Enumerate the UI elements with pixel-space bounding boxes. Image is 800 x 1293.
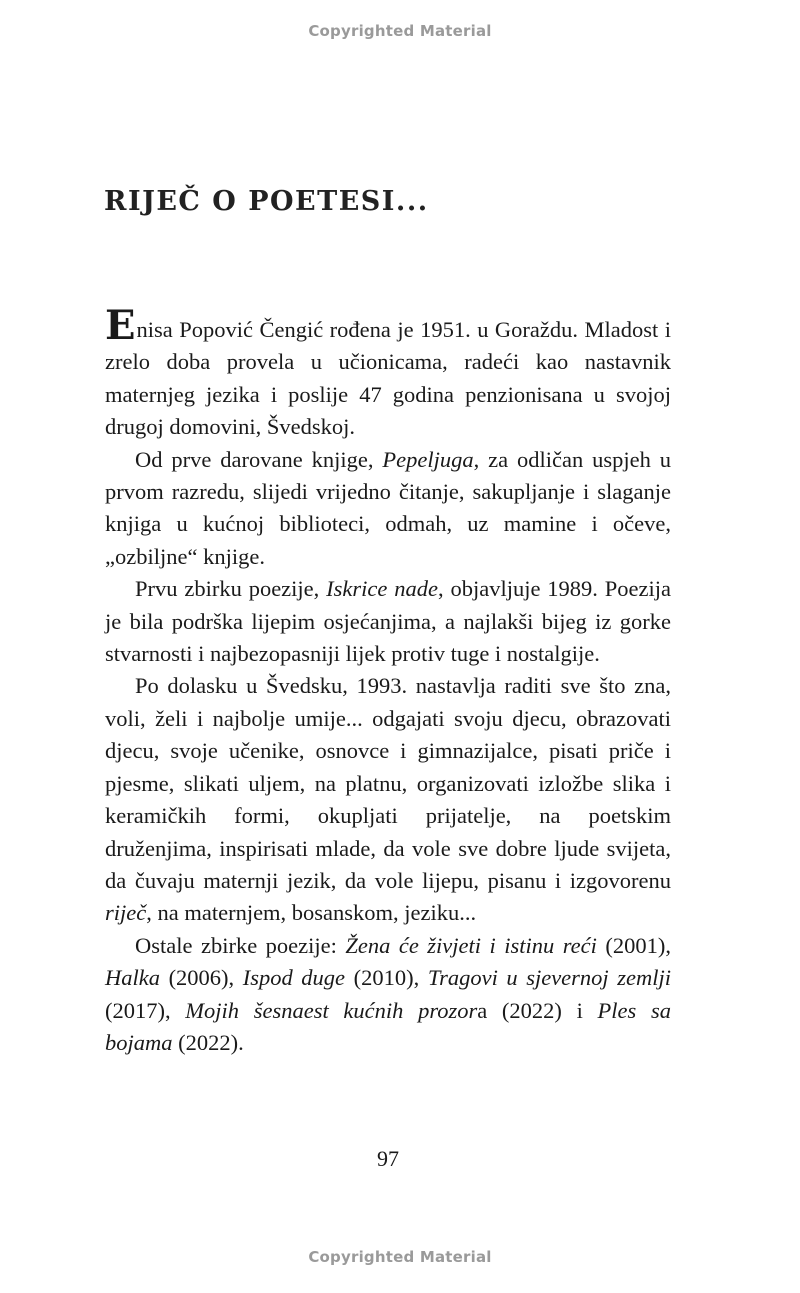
paragraph-3 (105, 573, 671, 670)
paragraph-4-text-b: , na maternjem, bosanskom, jeziku... (146, 900, 477, 926)
book-title-iskrice-nade: Iskrice nade (326, 576, 438, 602)
body-text (105, 302, 671, 1059)
copyright-watermark-bottom: Copyrighted Material (308, 1248, 492, 1266)
paragraph-3-text-b: , objavljuje 1989. Poezija je bila podrška lijepim osjećanjima, a najlakši bijeg iz gorke stvarnosti i najbezopasniji lijek protiv tuge i nostalgije. (105, 576, 671, 667)
book-title-6: Ples sa bojama (105, 997, 671, 1055)
paragraph-5-text-b: (2001), (596, 932, 671, 958)
paragraph-5-text-a: Ostale zbirke poezije: (135, 932, 346, 958)
paragraph-1-text: nisa Popović Čengić rođena je 1951. u Goraždu. Mladost i zrelo doba provela u učionicama, radeći kao nastavnik maternjeg jezika i poslije 47 godina penzionisana u svojoj drugoj domovini, Švedskoj. (105, 317, 671, 440)
book-title-pepeljuga: Pepeljuga (382, 446, 474, 472)
page-number: 97 (377, 1146, 399, 1171)
paragraph-1 (105, 302, 671, 444)
paragraph-2-text-b: , za odličan uspjeh u prvom razredu, slijedi vrijedno čitanje, sakupljanje i slaganje knjiga u kućnoj biblioteci, odmah, uz mamine i očeve, „ozbiljne“ knjige. (105, 446, 671, 569)
paragraph-2-text-a: Od prve darovane knjige, (135, 446, 383, 472)
paragraph-5 (105, 930, 671, 1060)
paragraph-5-text-f: a (2022) i (477, 997, 598, 1023)
paragraph-5-text-c: (2006), (160, 965, 243, 991)
chapter-title: RIJEČ O POETESI... (104, 186, 429, 217)
book-title-2: Halka (105, 965, 160, 991)
italic-word-rijec: riječ (105, 900, 147, 926)
copyright-watermark-top: Copyrighted Material (308, 22, 492, 40)
book-title-3: Ispod duge (242, 965, 346, 991)
paragraph-5-text-d: (2010), (345, 965, 428, 991)
book-title-5: Mojih šesnaest kućnih prozor (185, 997, 478, 1023)
paragraph-5-text-e: (2017), (105, 997, 186, 1023)
paragraph-3-text-a: Prvu zbirku poezije, (135, 576, 327, 602)
paragraph-5-text-g: (2022). (172, 1029, 244, 1055)
paragraph-4-text-a: Po dolasku u Švedsku, 1993. nastavlja raditi sve što zna, voli, želi i najbolje umije... odgajati svoju djecu, obrazovati djecu, svoje učenike, osnovce i gimnazijalce, pisati priče i pjesme, slikati uljem, na platnu, organizovati izložbe slika i keramičkih formi, okupljati prijatelje, na poetskim druženjima, inspirisati mlade, da vole sve dobre ljude svijeta, da čuvaju maternji jezik, da vole lijepu, pisanu i izgovorenu (105, 673, 671, 893)
paragraph-4 (105, 670, 671, 929)
drop-cap: E (105, 302, 136, 349)
paragraph-2 (105, 444, 671, 574)
book-title-1: Žena će živjeti i istinu reći (345, 932, 597, 958)
book-title-4: Tragovi u sjevernoj zemlji (427, 965, 671, 991)
